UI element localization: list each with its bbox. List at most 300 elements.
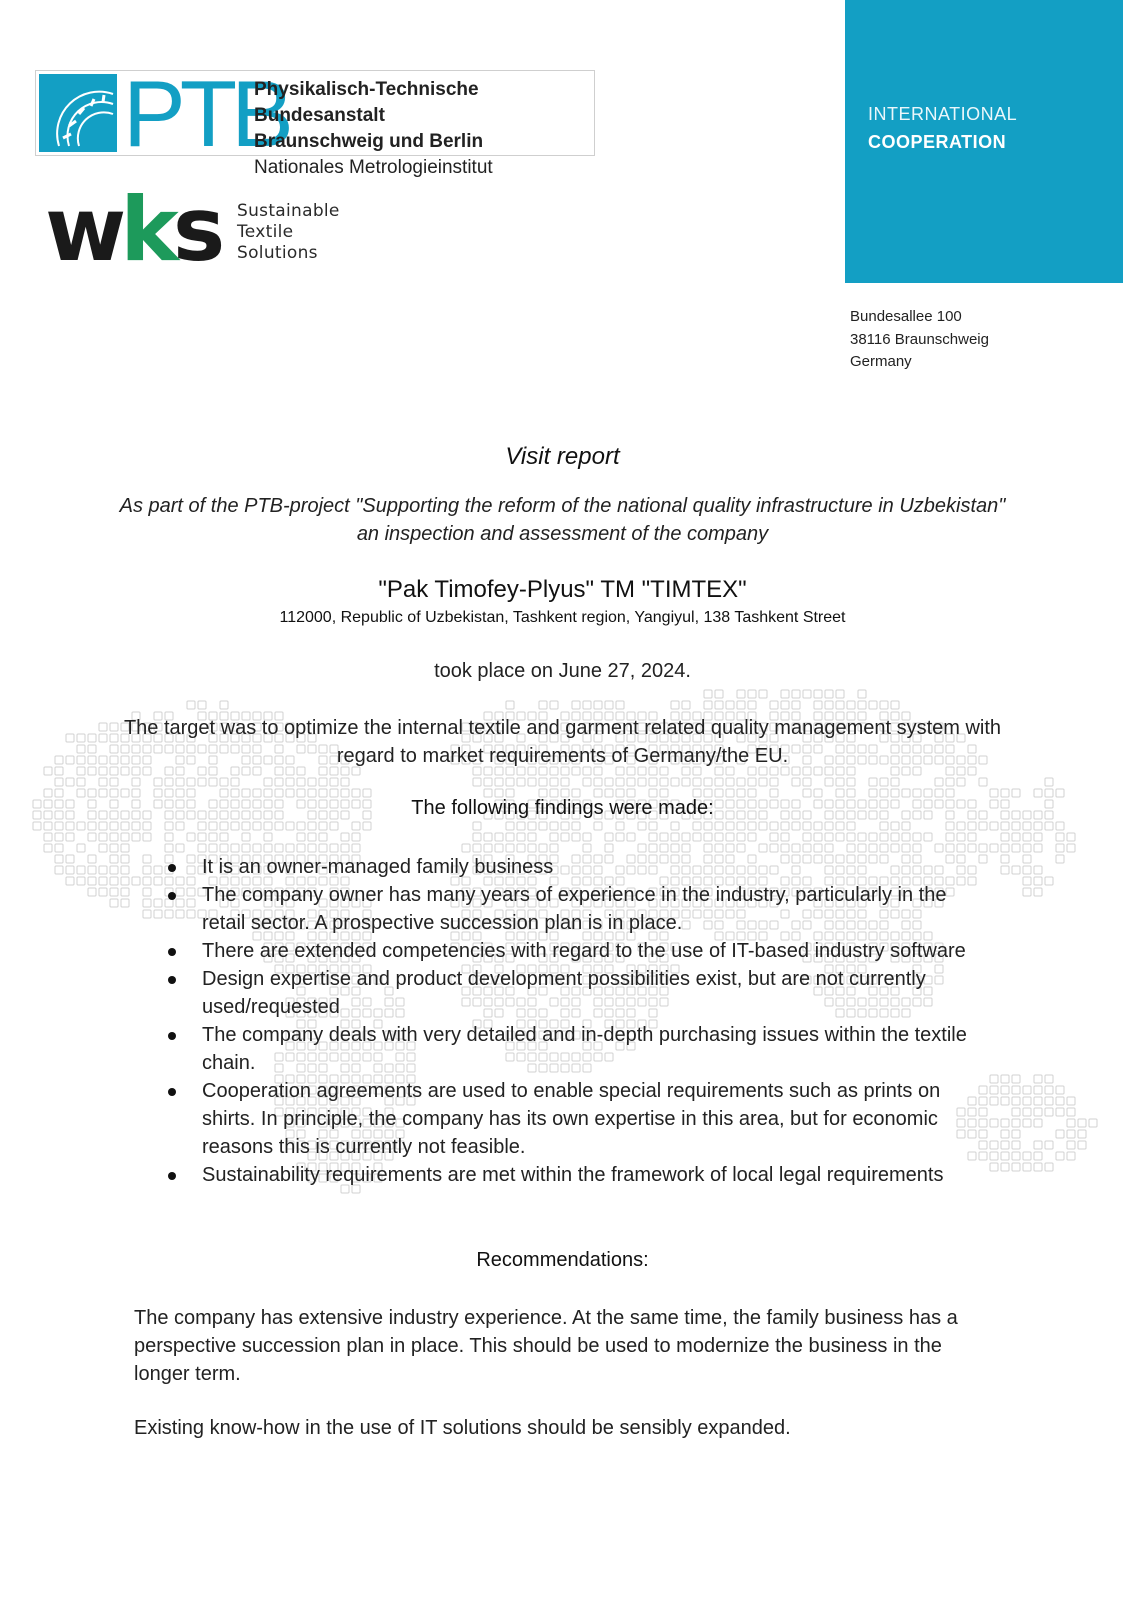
map-dot [121, 844, 129, 852]
map-dot [858, 844, 866, 852]
company-address: 112000, Republic of Uzbekistan, Tashkent region, Yangiyul, 138 Tashkent Street [279, 609, 846, 626]
map-dot [341, 778, 349, 786]
map-dot [605, 701, 613, 709]
map-dot [231, 789, 239, 797]
map-dot [44, 811, 52, 819]
map-dot [957, 833, 965, 841]
map-dot [715, 690, 723, 698]
map-dot [1056, 822, 1064, 830]
map-dot [187, 701, 195, 709]
map-dot [770, 789, 778, 797]
map-dot [748, 833, 756, 841]
ptb-name-block [254, 77, 594, 181]
map-dot [308, 844, 316, 852]
map-dot [88, 888, 96, 896]
map-dot [946, 833, 954, 841]
map-dot [1012, 1108, 1020, 1116]
map-dot [869, 701, 877, 709]
ptb-name-line2: Braunschweig und Berlin [254, 131, 484, 152]
map-dot [891, 701, 899, 709]
map-dot [825, 701, 833, 709]
map-dot [66, 877, 74, 885]
map-dot [165, 833, 173, 841]
map-dot [836, 833, 844, 841]
map-dot [550, 789, 558, 797]
map-dot [99, 844, 107, 852]
map-dot [66, 855, 74, 863]
recommendations-heading: Recommendations: [476, 1249, 649, 1271]
map-dot [1056, 833, 1064, 841]
map-dot [869, 789, 877, 797]
map-dot [1034, 822, 1042, 830]
map-dot [55, 855, 63, 863]
map-dot [1034, 1141, 1042, 1149]
map-dot [77, 789, 85, 797]
map-dot [275, 822, 283, 830]
map-dot [88, 822, 96, 830]
map-dot [264, 778, 272, 786]
map-dot [77, 866, 85, 874]
map-dot [517, 778, 525, 786]
map-dot [803, 822, 811, 830]
map-dot [1023, 1163, 1031, 1171]
map-dot [99, 888, 107, 896]
map-dot [319, 844, 327, 852]
map-dot [1089, 1119, 1097, 1127]
map-dot [1056, 1152, 1064, 1160]
map-dot [88, 811, 96, 819]
map-dot [110, 899, 118, 907]
wks-logo [45, 178, 365, 281]
map-dot [583, 844, 591, 852]
map-dot [1045, 1163, 1053, 1171]
map-dot [473, 833, 481, 841]
map-dot [110, 866, 118, 874]
map-dot [319, 778, 327, 786]
map-dot [1001, 1097, 1009, 1105]
map-dot [924, 789, 932, 797]
map-dot [748, 778, 756, 786]
map-dot [528, 778, 536, 786]
map-dot [869, 778, 877, 786]
map-dot [715, 833, 723, 841]
map-dot [671, 778, 679, 786]
map-dot [297, 833, 305, 841]
map-dot [363, 789, 371, 797]
map-dot [902, 822, 910, 830]
map-dot [143, 822, 151, 830]
map-dot [682, 778, 690, 786]
map-dot [814, 789, 822, 797]
map-dot [341, 833, 349, 841]
ptb-logo-letters: PTB [123, 61, 288, 166]
map-dot [759, 822, 767, 830]
ptb-logo [35, 61, 595, 178]
map-dot [627, 833, 635, 841]
map-dot [649, 778, 657, 786]
map-dot [550, 833, 558, 841]
map-dot [1023, 1108, 1031, 1116]
map-dot [99, 822, 107, 830]
map-dot [517, 822, 525, 830]
map-dot [583, 833, 591, 841]
map-dot [616, 701, 624, 709]
finding-item [160, 937, 990, 965]
map-dot [506, 778, 514, 786]
map-dot [792, 701, 800, 709]
map-dot [979, 822, 987, 830]
map-dot [1078, 1130, 1086, 1138]
map-dot [352, 844, 360, 852]
map-dot [297, 822, 305, 830]
map-dot [748, 701, 756, 709]
map-dot [891, 833, 899, 841]
map-dot [638, 822, 646, 830]
map-dot [825, 690, 833, 698]
map-dot [1001, 1163, 1009, 1171]
map-dot [803, 690, 811, 698]
ptb-emblem-icon [39, 61, 288, 166]
map-dot [330, 844, 338, 852]
map-dot [198, 778, 206, 786]
map-dot [583, 778, 591, 786]
map-dot [143, 855, 151, 863]
map-dot [110, 877, 118, 885]
map-dot [77, 745, 85, 753]
map-dot [121, 888, 129, 896]
map-dot [110, 888, 118, 896]
map-dot [682, 701, 690, 709]
map-dot [44, 767, 52, 775]
map-dot [649, 833, 657, 841]
map-dot [66, 778, 74, 786]
map-dot [1034, 844, 1042, 852]
map-dot [88, 734, 96, 742]
map-dot [198, 701, 206, 709]
map-dot [968, 833, 976, 841]
wks-tagline [237, 201, 340, 264]
map-dot [110, 844, 118, 852]
map-dot [605, 778, 613, 786]
map-dot [66, 734, 74, 742]
map-dot [143, 899, 151, 907]
map-dot [209, 844, 217, 852]
map-dot [638, 778, 646, 786]
map-dot [1056, 1130, 1064, 1138]
map-dot [165, 789, 173, 797]
map-dot [198, 822, 206, 830]
map-dot [726, 822, 734, 830]
map-dot [1045, 877, 1053, 885]
map-dot [143, 877, 151, 885]
map-dot [792, 822, 800, 830]
map-dot [616, 822, 624, 830]
map-dot [484, 844, 492, 852]
map-dot [704, 690, 712, 698]
map-dot [748, 822, 756, 830]
map-dot [1023, 1097, 1031, 1105]
bullet-icon [168, 1088, 176, 1096]
map-dot [77, 767, 85, 775]
map-dot [308, 778, 316, 786]
map-dot [231, 778, 239, 786]
map-dot [121, 833, 129, 841]
map-dot [176, 844, 184, 852]
map-dot [946, 844, 954, 852]
map-dot [1001, 844, 1009, 852]
map-dot [1045, 778, 1053, 786]
map-dot [297, 789, 305, 797]
map-dot [77, 756, 85, 764]
findings-heading: The following findings were made: [411, 797, 714, 819]
map-dot [1001, 1141, 1009, 1149]
map-dot [88, 756, 96, 764]
map-dot [110, 778, 118, 786]
map-dot [880, 822, 888, 830]
map-dot [561, 778, 569, 786]
finding-text: The company deals with very detailed and in-depth purchasing issues within the textile chain. [202, 1024, 967, 1074]
map-dot [286, 789, 294, 797]
map-dot [583, 701, 591, 709]
map-dot [220, 701, 228, 709]
map-dot [572, 701, 580, 709]
map-dot [176, 822, 184, 830]
map-dot [693, 833, 701, 841]
map-dot [275, 789, 283, 797]
map-dot [671, 833, 679, 841]
map-dot [891, 778, 899, 786]
map-dot [1012, 833, 1020, 841]
finding-item [160, 965, 990, 1021]
report-title: Visit report [505, 443, 620, 470]
map-dot [121, 789, 129, 797]
ptb-name-line1: Physikalisch-Technische Bundesanstalt [254, 79, 479, 126]
map-dot [1001, 822, 1009, 830]
map-dot [891, 822, 899, 830]
map-dot [990, 822, 998, 830]
map-dot [539, 844, 547, 852]
map-dot [902, 833, 910, 841]
map-dot [990, 1075, 998, 1083]
international-cooperation-box [845, 0, 1123, 283]
map-dot [528, 822, 536, 830]
map-dot [1056, 1097, 1064, 1105]
map-dot [814, 844, 822, 852]
map-dot [99, 811, 107, 819]
map-dot [220, 789, 228, 797]
map-dot [1023, 811, 1031, 819]
map-dot [132, 822, 140, 830]
map-dot [1034, 1108, 1042, 1116]
map-dot [990, 1152, 998, 1160]
map-dot [33, 822, 41, 830]
map-dot [715, 844, 723, 852]
map-dot [726, 701, 734, 709]
map-dot [979, 844, 987, 852]
map-dot [715, 789, 723, 797]
map-dot [1001, 1086, 1009, 1094]
map-dot [1067, 1141, 1075, 1149]
map-dot [330, 789, 338, 797]
map-dot [308, 833, 316, 841]
map-dot [792, 844, 800, 852]
map-dot [88, 745, 96, 753]
map-dot [1012, 844, 1020, 852]
map-dot [803, 844, 811, 852]
map-dot [1034, 1119, 1042, 1127]
map-dot [1023, 855, 1031, 863]
map-dot [935, 778, 943, 786]
map-dot [770, 844, 778, 852]
map-dot [1045, 822, 1053, 830]
map-dot [957, 844, 965, 852]
map-dot [880, 844, 888, 852]
map-dot [121, 822, 129, 830]
map-dot [737, 844, 745, 852]
map-dot [869, 844, 877, 852]
map-dot [341, 789, 349, 797]
map-dot [913, 833, 921, 841]
map-dot [110, 855, 118, 863]
map-dot [198, 844, 206, 852]
map-dot [286, 822, 294, 830]
map-dot [1012, 822, 1020, 830]
map-dot [1001, 855, 1009, 863]
map-dot [781, 833, 789, 841]
map-dot [1067, 1119, 1075, 1127]
map-dot [616, 789, 624, 797]
map-dot [220, 833, 228, 841]
bullet-icon [168, 1032, 176, 1040]
map-dot [704, 778, 712, 786]
map-dot [319, 789, 327, 797]
map-dot [880, 789, 888, 797]
map-dot [1067, 1130, 1075, 1138]
map-dot [352, 789, 360, 797]
map-dot [88, 789, 96, 797]
map-dot [231, 844, 239, 852]
map-dot [1001, 866, 1009, 874]
map-dot [99, 833, 107, 841]
map-dot [957, 822, 965, 830]
map-dot [594, 778, 602, 786]
map-dot [33, 800, 41, 808]
map-dot [77, 877, 85, 885]
map-dot [495, 844, 503, 852]
map-dot [836, 701, 844, 709]
map-dot [132, 789, 140, 797]
map-dot [693, 789, 701, 797]
svg-text:wks: wks [45, 178, 220, 281]
map-dot [1034, 877, 1042, 885]
map-dot [759, 778, 767, 786]
company-name: "Pak Timofey-Plyus" TM "TIMTEX" [378, 576, 747, 603]
map-dot [55, 822, 63, 830]
map-dot [1001, 833, 1009, 841]
map-dot [99, 734, 107, 742]
map-dot [935, 844, 943, 852]
finding-text: Sustainability requirements are met within the framework of local legal requirements [202, 1164, 944, 1186]
map-dot [836, 778, 844, 786]
finding-text: It is an owner-managed family business [202, 856, 554, 878]
map-dot [187, 778, 195, 786]
address-street: Bundesallee 100 [850, 308, 962, 325]
map-dot [1023, 866, 1031, 874]
map-dot [1067, 844, 1075, 852]
map-dot [539, 778, 547, 786]
map-dot [1012, 1086, 1020, 1094]
map-dot [1045, 1097, 1053, 1105]
map-dot [858, 690, 866, 698]
map-dot [1045, 811, 1053, 819]
map-dot [1045, 1108, 1053, 1116]
map-dot [528, 844, 536, 852]
map-dot [1067, 1097, 1075, 1105]
map-dot [55, 844, 63, 852]
map-dot [99, 877, 107, 885]
map-dot [671, 822, 679, 830]
map-dot [341, 844, 349, 852]
wks-logo-mark [45, 178, 225, 281]
intl-box-line2: COOPERATION [868, 132, 1007, 152]
map-dot [704, 822, 712, 830]
map-dot [880, 701, 888, 709]
map-dot [110, 789, 118, 797]
map-dot [1045, 1075, 1053, 1083]
map-dot [550, 844, 558, 852]
recommendation-paragraph: Existing know-how in the use of IT solutions should be sensibly expanded. [134, 1417, 791, 1439]
map-dot [825, 778, 833, 786]
visit-date: took place on June 27, 2024. [434, 660, 691, 682]
map-dot [1001, 1119, 1009, 1127]
map-dot [737, 833, 745, 841]
map-dot [847, 701, 855, 709]
map-dot [1034, 789, 1042, 797]
map-dot [1001, 1130, 1009, 1138]
map-dot [748, 789, 756, 797]
map-dot [737, 701, 745, 709]
map-dot [979, 778, 987, 786]
map-dot [704, 701, 712, 709]
map-dot [484, 778, 492, 786]
map-dot [165, 844, 173, 852]
map-dot [231, 822, 239, 830]
map-dot [1012, 1097, 1020, 1105]
map-dot [154, 789, 162, 797]
map-dot [77, 844, 85, 852]
map-dot [242, 833, 250, 841]
map-dot [1012, 866, 1020, 874]
map-dot [946, 789, 954, 797]
map-dot [770, 701, 778, 709]
map-dot [968, 822, 976, 830]
map-dot [660, 778, 668, 786]
wks-tagline-line2: Textile [237, 222, 294, 242]
map-dot [847, 833, 855, 841]
map-dot [1056, 1108, 1064, 1116]
map-dot [1034, 1075, 1042, 1083]
map-dot [33, 811, 41, 819]
map-dot [836, 789, 844, 797]
map-dot [891, 844, 899, 852]
map-dot [44, 800, 52, 808]
map-dot [88, 877, 96, 885]
map-dot [946, 778, 954, 786]
map-dot [506, 844, 514, 852]
map-dot [66, 822, 74, 830]
map-dot [1012, 1075, 1020, 1083]
map-dot [143, 833, 151, 841]
